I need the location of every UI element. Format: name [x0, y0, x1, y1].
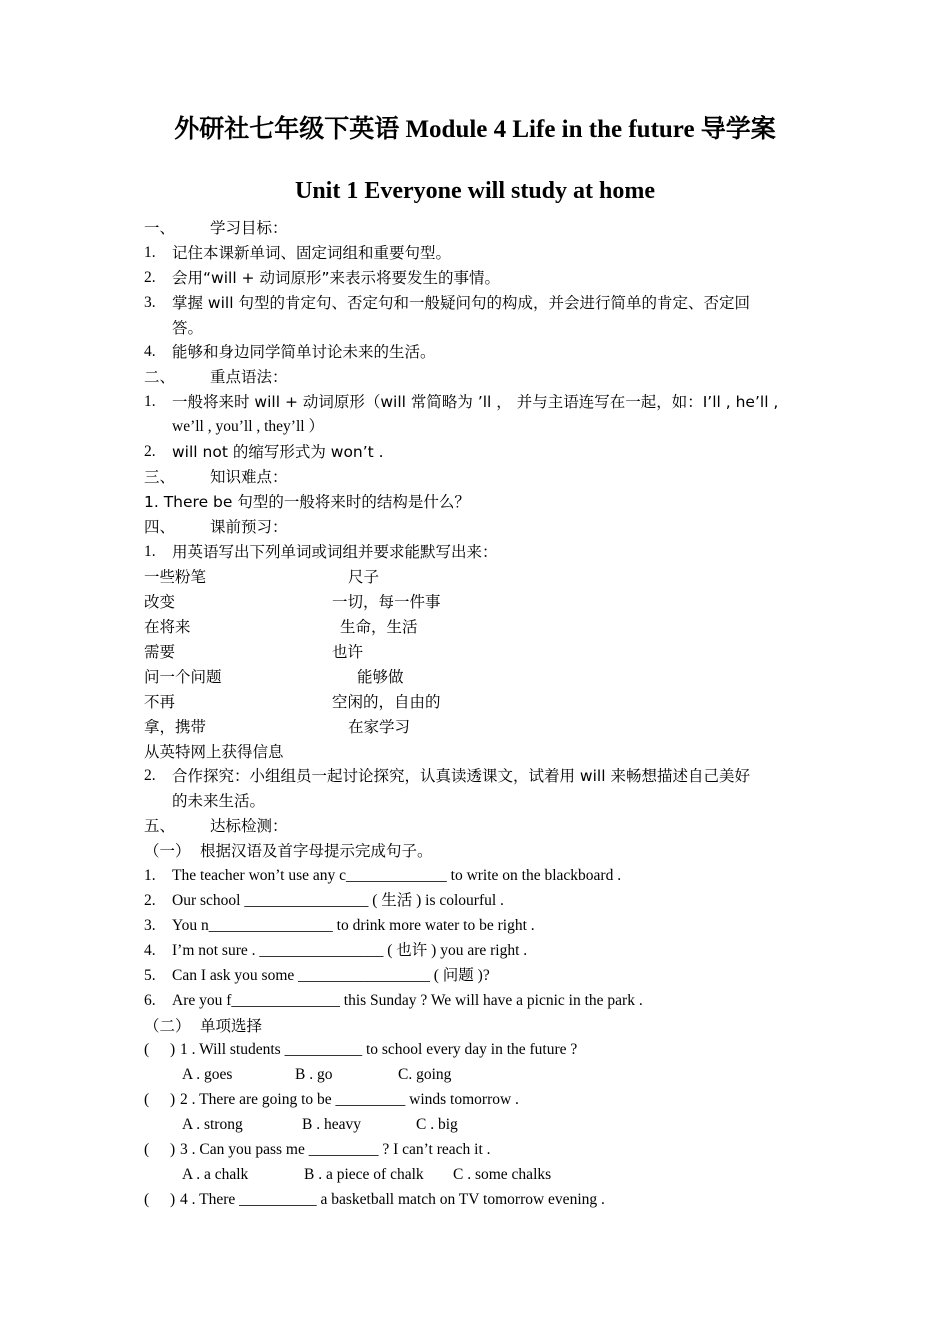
list-item: 能够和身边同学简单讨论未来的生活。 [172, 343, 436, 361]
vocab-right: 尺子 [348, 568, 380, 586]
list-number: 1. [144, 244, 156, 261]
vocab-left: 拿，携带 [144, 718, 207, 736]
vocab-left: 问一个问题 [144, 668, 222, 686]
list-item: will not 的缩写形式为 won’t . [172, 443, 384, 461]
section-2-heading: 重点语法： [210, 368, 288, 386]
list-number: 1. [144, 393, 156, 410]
list-item: 掌握 will 句型的肯定句、否定句和一般疑问句的构成，并会进行简单的肯定、否定回 [172, 294, 750, 312]
section-3-heading: 知识难点： [210, 468, 288, 486]
list-item: 记住本课新单词、固定词组和重要句型。 [172, 244, 452, 262]
question-text: 1 . Will students __________ to school every day in the future ? [180, 1041, 578, 1058]
exercise-number: 4. [144, 942, 156, 959]
option-b: B . heavy [302, 1116, 361, 1133]
vocab-left: 需要 [144, 643, 176, 661]
exercise-sentence: Are you f______________ this Sunday ? We will have a picnic in the park . [172, 992, 643, 1009]
list-item-continuation: 答。 [172, 319, 204, 337]
vocab-right: 也许 [332, 643, 364, 661]
list-number: 3. [144, 294, 156, 311]
list-item: 1. There be 句型的一般将来时的结构是什么？ [144, 493, 470, 511]
section-3-number: 三、 [144, 468, 176, 486]
answer-open-paren: ( [144, 1141, 150, 1158]
option-b: B . a piece of chalk [304, 1166, 424, 1183]
vocab-left: 在将来 [144, 618, 191, 636]
part-1-label: （一） [144, 842, 191, 860]
section-4-number: 四、 [144, 518, 176, 536]
vocab-left: 一些粉笔 [144, 568, 207, 586]
vocab-right: 一切，每一件事 [332, 593, 441, 611]
list-number: 2. [144, 269, 156, 286]
exercise-number: 5. [144, 967, 156, 984]
exercise-sentence: Our school ________________ ( 生活 ) is colourful . [172, 892, 504, 909]
section-5-number: 五、 [144, 817, 176, 835]
vocab-left: 从英特网上获得信息 [144, 743, 284, 761]
answer-close-paren: ) [170, 1091, 176, 1108]
question-text: 4 . There __________ a basketball match on TV tomorrow evening . [180, 1191, 605, 1208]
document-subtitle: Unit 1 Everyone will study at home [295, 178, 655, 204]
option-c: C . some chalks [453, 1166, 552, 1183]
list-item: 会用“will + 动词原形”来表示将要发生的事情。 [172, 269, 500, 287]
exercise-number: 3. [144, 917, 156, 934]
section-5-heading: 达标检测： [210, 817, 288, 835]
option-a: A . a chalk [182, 1166, 249, 1183]
option-c: C. going [398, 1066, 452, 1083]
exercise-sentence: Can I ask you some _________________ ( 问题 )? [172, 967, 490, 984]
vocab-right: 生命，生活 [340, 618, 418, 636]
vocab-left: 改变 [144, 593, 176, 611]
answer-close-paren: ) [170, 1191, 176, 1208]
answer-open-paren: ( [144, 1041, 150, 1058]
option-a: A . strong [182, 1116, 243, 1133]
list-number: 2. [144, 767, 156, 784]
list-item-continuation: 的未来生活。 [172, 792, 266, 810]
part-2-heading: 单项选择 [200, 1017, 263, 1035]
exercise-number: 6. [144, 992, 156, 1009]
vocab-right: 能够做 [357, 668, 404, 686]
exercise-sentence: The teacher won’t use any c_____________ to write on the blackboard . [172, 867, 622, 884]
list-item-continuation: we’ll , you’ll , they’ll ） [172, 418, 324, 435]
option-c: C . big [416, 1116, 458, 1133]
list-number: 1. [144, 543, 156, 560]
document-title: 外研社七年级下英语 Module 4 Life in the future 导学案 [174, 116, 776, 143]
section-1-heading: 学习目标： [210, 219, 288, 237]
part-2-label: （二） [144, 1017, 191, 1035]
section-4-heading: 课前预习： [210, 518, 288, 536]
list-item: 合作探究：小组组员一起讨论探究，认真读透课文，试着用 will 来畅想描述自己美好 [172, 767, 750, 785]
section-1-number: 一、 [144, 219, 176, 237]
answer-close-paren: ) [170, 1141, 176, 1158]
vocab-right: 空闲的，自由的 [332, 693, 441, 711]
option-a: A . goes [182, 1066, 233, 1083]
part-1-heading: 根据汉语及首字母提示完成句子。 [200, 842, 433, 860]
list-number: 2. [144, 443, 156, 460]
section-2-number: 二、 [144, 368, 176, 386]
list-number: 4. [144, 343, 156, 360]
vocab-left: 不再 [144, 693, 176, 711]
answer-close-paren: ) [170, 1041, 176, 1058]
answer-open-paren: ( [144, 1091, 150, 1108]
answer-open-paren: ( [144, 1191, 150, 1208]
exercise-number: 2. [144, 892, 156, 909]
exercise-sentence: You n________________ to drink more water to be right . [172, 917, 535, 934]
list-item: 用英语写出下列单词或词组并要求能默写出来： [172, 543, 498, 561]
exercise-number: 1. [144, 867, 156, 884]
question-text: 3 . Can you pass me _________ ? I can’t reach it . [180, 1141, 491, 1158]
vocab-right: 在家学习 [348, 718, 411, 736]
question-text: 2 . There are going to be _________ winds tomorrow . [180, 1091, 519, 1108]
exercise-sentence: I’m not sure . ________________ ( 也许 ) you are right . [172, 942, 528, 959]
list-item: 一般将来时 will + 动词原形（will 常简略为 ’ll ， 并与主语连写在一起，如：I’ll , he’ll , [172, 393, 779, 411]
option-b: B . go [295, 1066, 333, 1083]
